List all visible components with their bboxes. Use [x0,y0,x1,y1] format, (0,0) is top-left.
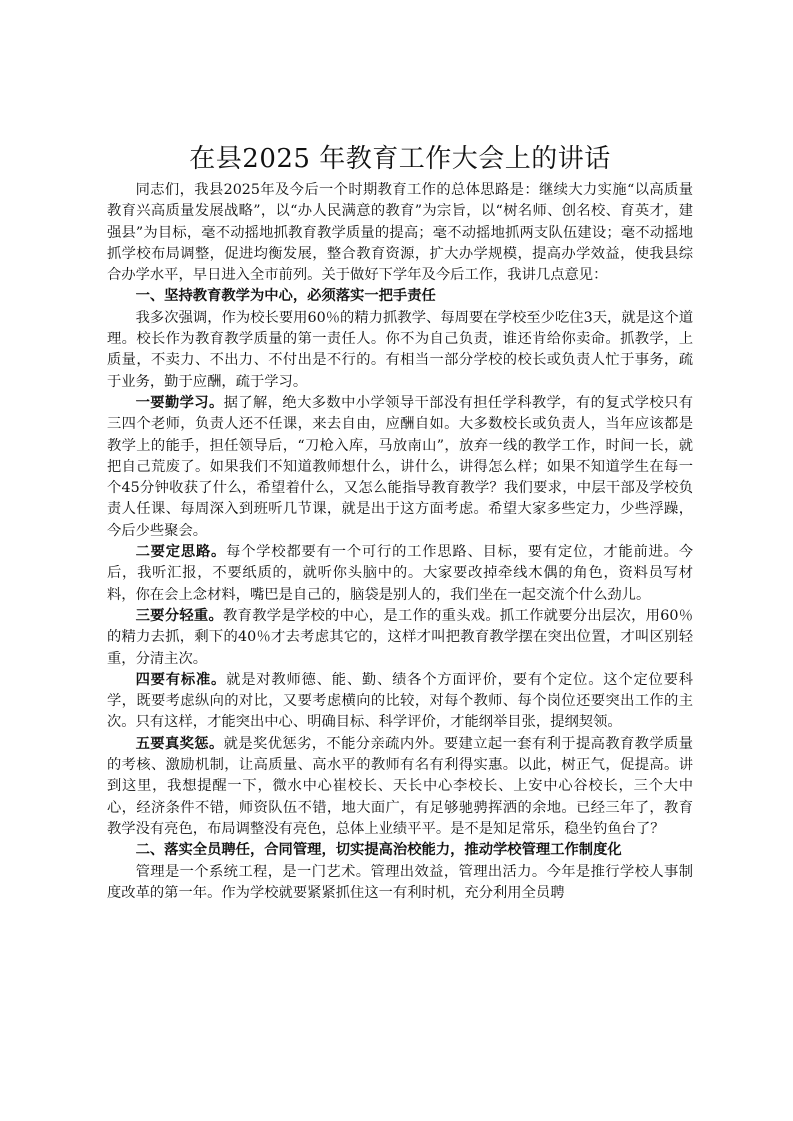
section-2-heading: 二、落实全员聘任，合同管理，切实提高治校能力，推动学校管理工作制度化 [135,842,622,859]
point-3-paragraph [107,606,693,670]
point-2-lead: 二要定思路。 [135,544,227,561]
section-2-paragraph: 管理是一个系统工程，是一门艺术。管理出效益，管理出活力。今年是推行学校人事制度改革的第一年。作为学校就要紧紧抓住这一有利时机，充分利用全员聘 [107,863,693,901]
point-1-text: 据了解，绝大多数中小学领导干部没有担任学科教学，有的复式学校只有三四个老师，负责人还不任课，来去自由，应酬自如。大多数校长或负责人，当年应该都是教学上的能手，担任领导后，“刀枪入库，马放南山”，放弃一线的教学工作，时间一长，就把自己荒废了。如果我们不知道教师想什么，讲什么，讲得怎么样；如果不知道学生在每一个45分钟收获了什么，希望着什么，又怎么能指导教育教学？我们要求，中层干部及学校负责人任课、每周深入到班听几节课，就是出于这方面考虑。希望大家多些定力，少些浮躁，今后少些聚会。 [107,394,694,539]
point-3-text: 教育教学是学校的中心，是工作的重头戏。抓工作就要分出层次，用60％的精力去抓，剩下的40％才去考虑其它的，这样才叫把教育教学摆在突出位置，才叫区别轻重，分清主次。 [107,607,694,667]
point-5-text: 就是奖优惩劣，不能分亲疏内外。要建立起一套有利于提高教育教学质量的考核、激励机制，让高质量、高水平的教师有名有利得实惠。以此，树正气，促提高。讲到这里，我想提醒一下，微水中心崔校长、天长中心李校长、上安中心谷校长，三个大中心，经济条件不错，师资队伍不错，地大面广，有足够驰骋挥洒的余地。已经三年了，教育教学没有亮色，布局调整没有亮色，总体上业绩平平。是不是知足常乐，稳坐钓鱼台了？ [107,735,694,837]
section-1-paragraph: 我多次强调，作为校长要用60％的精力抓教学、每周要在学校至少吃住3天，就是这个道理。校长作为教育教学质量的第一责任人。你不为自己负责，谁还肯给你卖命。抓教学，上质量，不卖力、不出力、不付出是不行的。有相当一部分学校的校长或负责人忙于事务，疏于业务，勤于应酬，疏于学习。 [107,309,693,390]
point-2-text: 每个学校都要有一个可行的工作思路、目标，要有定位，才能前进。今后，我听汇报，不要纸质的，就听你头脑中的。大家要改掉牵线木偶的角色，资料员写材料，你在会上念材料，嘴巴是自己的，脑袋是别人的，我们坐在一起交流个什么劲儿。 [107,544,694,603]
point-4-text: 就是对教师德、能、勤、绩各个方面评价，要有个定位。这个定位要科学，既要考虑纵向的对比，又要考虑横向的比较，对每个教师、每个岗位还要突出工作的主次。只有这样，才能突出中心、明确目标、科学评价，才能纲举目张，提纲契领。 [107,671,694,731]
section-1-heading: 一、坚持教育教学为中心，必须落实一把手责任 [135,288,436,305]
point-3-lead: 三要分轻重。 [135,607,224,624]
point-2-paragraph [107,542,693,606]
point-5-lead: 五要真奖惩。 [135,735,224,752]
point-4-lead: 四要有标准。 [135,671,227,688]
intro-paragraph: 同志们，我县2025年及今后一个时期教育工作的总体思路是：继续大力实施“以高质量教育兴高质量发展战略”，以“办人民满意的教育”为宗旨，以“树名师、创名校、育英才，建强县”为目标，毫不动摇地抓教育教学质量的提高；毫不动摇地抓两支队伍建设；毫不动摇地抓学校布局调整，促进均衡发展，整合教育资源，扩大办学规模，提高办学效益，使我县综合办学水平，早日进入全市前列。关于做好下学年及今后工作，我讲几点意见： [107,182,693,284]
point-1-paragraph [107,393,693,542]
document-title: 在县2025 年教育工作大会上的讲话 [189,144,611,174]
document-page [107,140,693,904]
point-1-lead: 一要勤学习。 [135,394,224,411]
point-4-paragraph [107,670,693,734]
point-5-paragraph [107,734,693,840]
